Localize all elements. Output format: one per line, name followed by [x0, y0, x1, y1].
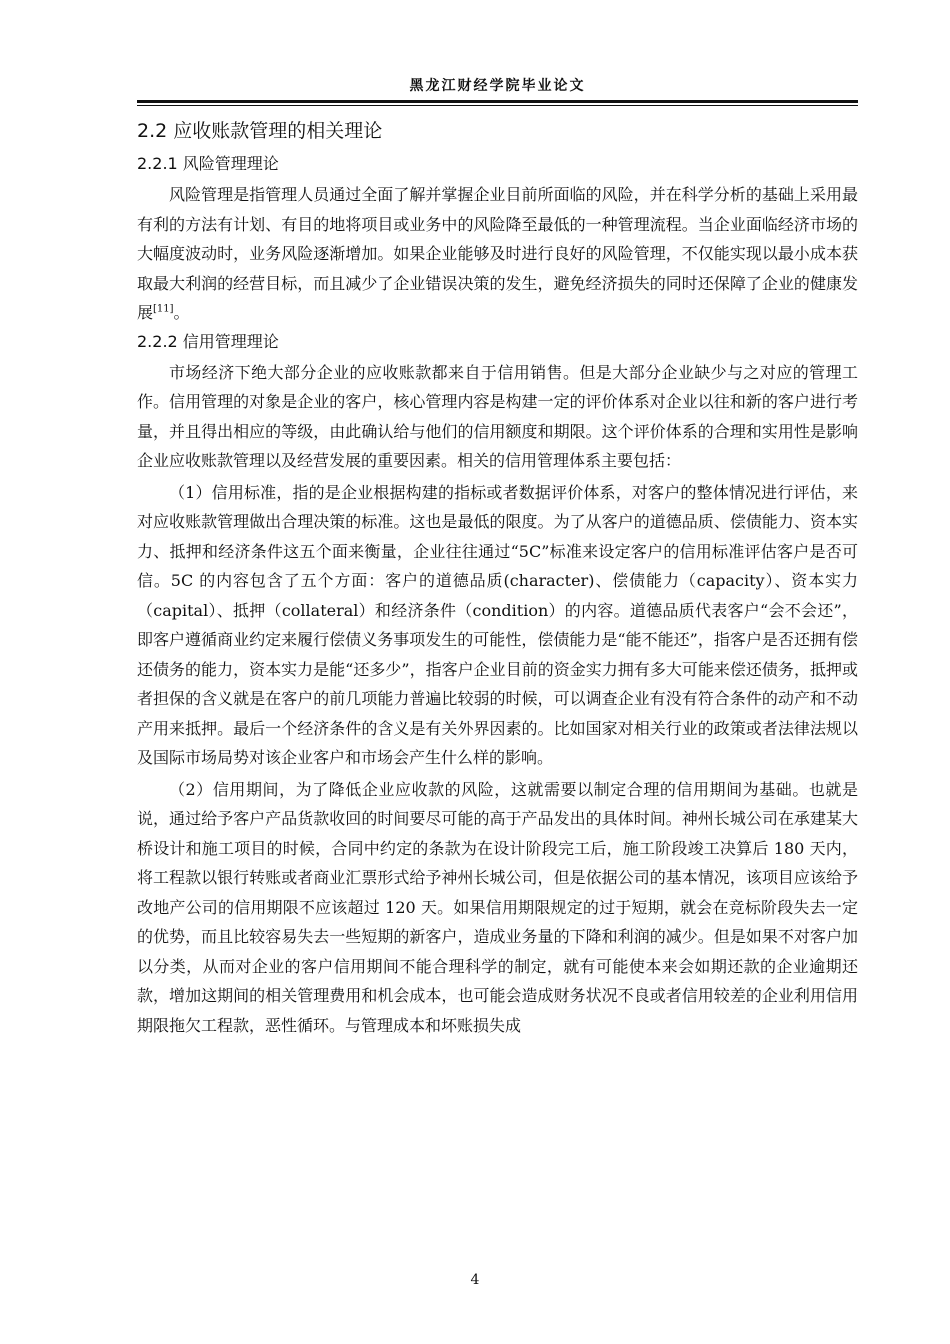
header-rule-thick — [137, 100, 858, 103]
citation-marker: [11] — [153, 303, 174, 315]
paragraph-risk-management — [137, 180, 858, 328]
page-header-title: 黑龙江财经学院毕业论文 — [409, 78, 586, 94]
paragraph-risk-text: 风险管理是指管理人员通过全面了解并掌握企业目前所面临的风险，并在科学分析的基础上采用最有利的方法有计划、有目的地将项目或业务中的风险降至最低的一种管理流程。当企业面临经济市场的大幅度波动时，业务风险逐渐增加。如果企业能够及时进行良好的风险管理，不仅能实现以最小成本获取最大利润的经营目标，而且减少了企业错误决策的发生，避免经济损失的同时还保障了企业的健康发展 — [137, 185, 858, 322]
page-number: 4 — [470, 1272, 480, 1288]
subsection-heading-credit: 2.2.2 信用管理理论 — [137, 331, 279, 351]
paragraph-risk-end: 。 — [173, 303, 190, 322]
body-content — [137, 116, 858, 1040]
paragraph-credit-intro: 市场经济下绝大部分企业的应收账款都来自于信用销售。但是大部分企业缺少与之对应的管理工作。信用管理的对象是企业的客户，核心管理内容是构建一定的评价体系对企业以往和新的客户进行考量，并且得出相应的等级，由此确认给与他们的信用额度和期限。这个评价体系的合理和实用性是影响企业应收账款管理以及经营发展的重要因素。相关的信用管理体系主要包括： — [137, 362, 858, 470]
paragraph-credit-standard: （1）信用标准，指的是企业根据构建的指标或者数据评价体系，对客户的整体情况进行评估，来对应收账款管理做出合理决策的标准。这也是最低的限度。为了从客户的道德品质、偿债能力、资本实力、抵押和经济条件这五个面来衡量，企业往往通过“5C”标准来设定客户的信用标准评估客户是否可信。5C 的内容包含了五个方面：客户的道德品质(character)、偿债能力（capacity）、资本实力（capital）、抵押（collateral）和经济条件（condition）的内容。道德品质代表客户“会不会还”，即客户遵循商业约定来履行偿债义务事项发生的可能性，偿债能力是“能不能还”，指客户是否还拥有偿还债务的能力，资本实力是能“还多少”，指客户企业目前的资金实力拥有多大可能来偿还债务，抵押或者担保的含义就是在客户的前几项能力普遍比较弱的时候，可以调查企业有没有符合条件的动产和不动产用来抵押。最后一个经济条件的含义是有关外界因素的。比如国家对相关行业的政策或者法律法规以及国际市场局势对该企业客户和市场会产生什么样的影响。 — [137, 482, 858, 767]
paragraph-credit-period: （2）信用期间，为了降低企业应收款的风险，这就需要以制定合理的信用期间为基础。也就是说，通过给予客户产品货款收回的时间要尽可能的高于产品发出的具体时间。神州长城公司在承建某大桥设计和施工项目的时候，合同中约定的条款为在设计阶段完工后，施工阶段竣工决算后 180 天内，将工程款以银行转账或者商业汇票形式给予神州长城公司，但是依据公司的基本情况，该项目应该给予改地产公司的信用期限不应该超过 120 天。如果信用期限规定的过于短期，就会在竞标阶段失去一定的优势，而且比较容易失去一些短期的新客户，造成业务量的下降和利润的减少。但是如果不对客户加以分类，从而对企业的客户信用期间不能合理科学的制定，就有可能使本来会如期还款的企业逾期还款，增加这期间的相关管理费用和机会成本，也可能会造成财务状况不良或者信用较差的企业利用信用期限拖欠工程款，恶性循环。与管理成本和坏账损失成 — [137, 779, 858, 1035]
section-heading: 2.2 应收账款管理的相关理论 — [137, 120, 383, 142]
header-rule-thin — [137, 105, 858, 106]
subsection-heading-risk: 2.2.1 风险管理理论 — [137, 154, 279, 173]
